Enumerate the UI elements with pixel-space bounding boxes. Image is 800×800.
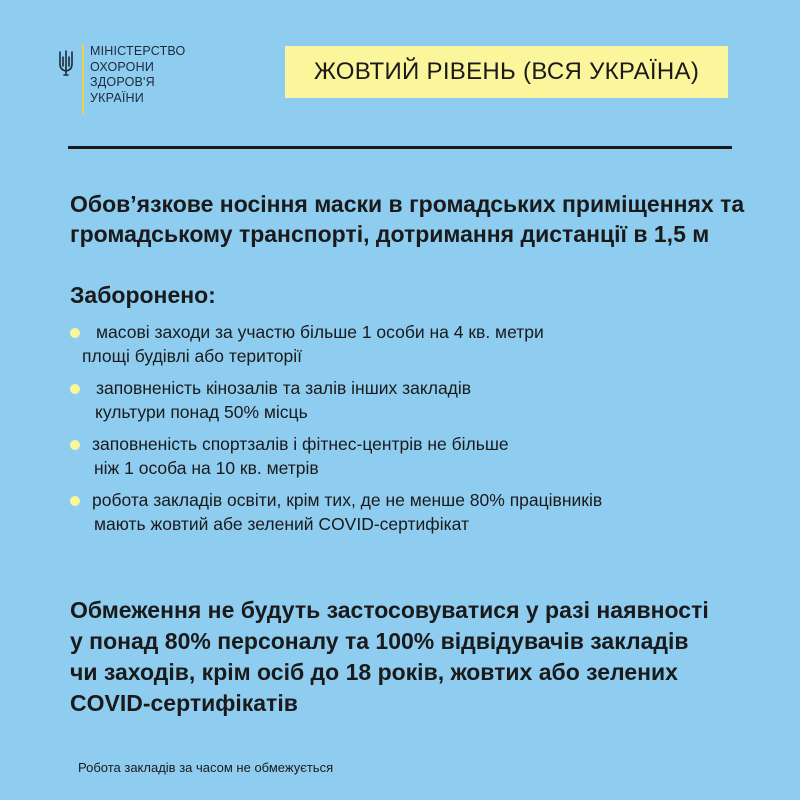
list-item-line: мають жовтий абе зелений COVID-сертифікат <box>94 514 469 534</box>
trident-icon <box>58 50 74 76</box>
ministry-name-line: ЗДОРОВ'Я <box>90 75 155 89</box>
divider-line <box>68 146 732 149</box>
headline-line: Обов’язкове носіння маски в громадських приміщеннях та <box>70 191 745 217</box>
bullet-icon <box>70 440 80 450</box>
headline <box>70 189 782 249</box>
list-item-line: культури понад 50% місць <box>95 402 308 422</box>
restrictions-list <box>66 320 766 536</box>
bullet-icon <box>70 496 80 506</box>
list-item <box>66 376 766 424</box>
bullet-icon <box>70 384 80 394</box>
ministry-name-line: ОХОРОНИ <box>90 59 155 74</box>
list-item-line: масові заходи за участю більше 1 особи на 4 кв. метри <box>96 322 544 342</box>
ministry-name-line: УКРАЇНИ <box>90 90 144 105</box>
list-item <box>66 432 766 480</box>
forbidden-title: Заборонено: <box>70 282 216 308</box>
exemption-statement <box>70 595 782 719</box>
list-item-line: заповненість кінозалів та залів інших закладів <box>96 378 472 398</box>
ministry-logo <box>58 44 185 114</box>
list-item-line: робота закладів освіти, крім тих, де не менше 80% працівників <box>92 490 603 510</box>
list-item <box>66 488 766 536</box>
ministry-name <box>90 44 185 106</box>
list-item-line: площі будівлі або території <box>82 346 302 366</box>
exemption-line: Обмеження не будуть застосовуватися у разі наявності <box>70 597 709 623</box>
ministry-name-line: МІНІСТЕРСТВО <box>90 44 186 58</box>
exemption-line: у понад 80% персоналу та 100% відвідувачів закладів <box>70 628 689 654</box>
level-badge: ЖОВТИЙ РІВЕНЬ (ВСЯ УКРАЇНА) <box>285 46 728 98</box>
bullet-icon <box>70 328 80 338</box>
list-item-line: заповненість спортзалів і фітнес-центрів не більше <box>92 434 509 454</box>
exemption-line: COVID-сертифікатів <box>70 690 298 716</box>
logo-divider <box>82 44 84 114</box>
list-item-line: ніж 1 особа на 10 кв. метрів <box>94 458 319 478</box>
headline-line: громадському транспорті, дотримання дистанції в 1,5 м <box>70 221 710 247</box>
list-item <box>66 320 766 368</box>
exemption-line: чи заходів, крім осіб до 18 років, жовтих або зелених <box>70 659 678 685</box>
footnote: Робота закладів за часом не обмежується <box>78 760 334 775</box>
